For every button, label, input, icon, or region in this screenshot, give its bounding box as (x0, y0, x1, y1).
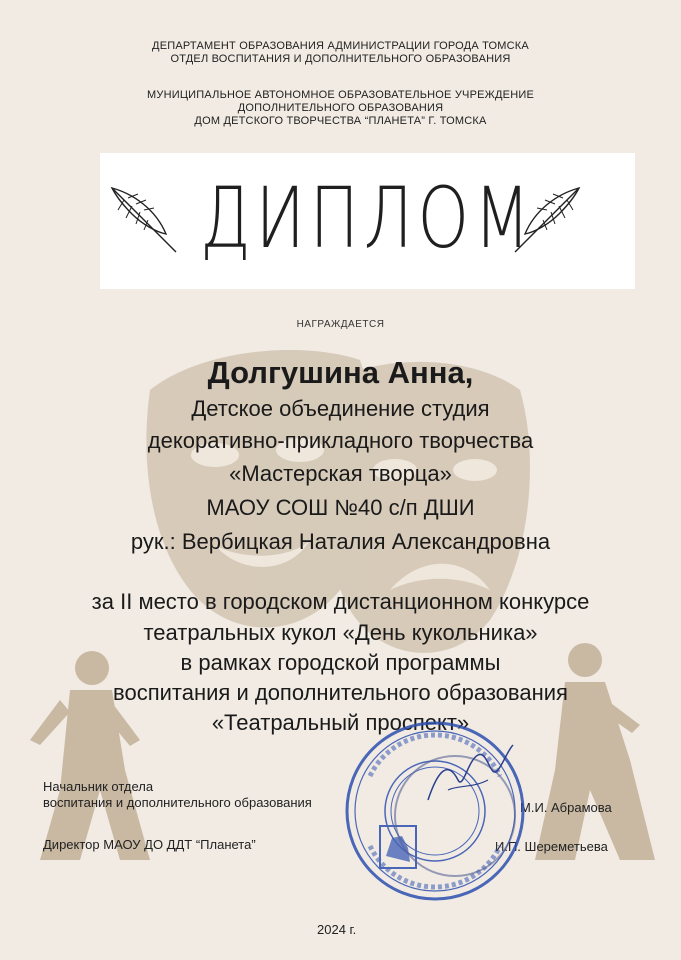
awarded-label: НАГРАЖДАЕТСЯ (296, 319, 385, 330)
recipient-detail: декоративно-прикладного творчества (147, 428, 534, 453)
signatory-title-2: Директор МАОУ ДО ДДТ “Планета” (43, 837, 256, 852)
signatory-name-2: И.П. Шереметьева (495, 839, 608, 854)
award-reason: за II место в городском дистанционном конкурсе (91, 589, 590, 614)
recipient-detail: Детское объединение студия (191, 396, 490, 421)
feather-icon (507, 180, 587, 260)
recipient-detail: МАОУ СОШ №40 с/п ДШИ (206, 495, 475, 520)
award-reason: в рамках городской программы (180, 650, 501, 675)
award-reason: воспитания и дополнительного образования (113, 680, 568, 705)
header-department (0, 40, 681, 66)
diploma-title: ДИПЛОМ (199, 169, 536, 267)
recipient-supervisor: рук.: Вербицкая Наталия Александровна (130, 529, 551, 554)
header-line: МУНИЦИПАЛЬНОЕ АВТОНОМНОЕ ОБРАЗОВАТЕЛЬНОЕ УЧРЕЖДЕНИЕ (147, 89, 534, 101)
signatory-title-1 (43, 779, 312, 811)
recipient-name: Долгушина Анна, (207, 355, 474, 390)
signatory-title-line: воспитания и дополнительного образования (43, 795, 312, 810)
handwritten-signature-icon (418, 740, 518, 810)
award-reason: театральных кукол «День кукольника» (143, 620, 538, 645)
award-reason: «Театральный проспект» (211, 710, 470, 735)
issue-year: 2024 г. (317, 922, 357, 937)
signatory-name-1: М.И. Абрамова (520, 800, 612, 815)
header-institution (0, 89, 681, 128)
recipient-detail: «Мастерская творца» (229, 461, 452, 486)
header-line: ДОМ ДЕТСКОГО ТВОРЧЕСТВА “ПЛАНЕТА” Г. ТОМСКА (194, 115, 487, 127)
header-line: ДЕПАРТАМЕНТ ОБРАЗОВАНИЯ АДМИНИСТРАЦИИ ГОРОДА ТОМСКА (152, 40, 529, 52)
header-line: ДОПОЛНИТЕЛЬНОГО ОБРАЗОВАНИЯ (237, 102, 444, 114)
header-line: ОТДЕЛ ВОСПИТАНИЯ И ДОПОЛНИТЕЛЬНОГО ОБРАЗОВАНИЯ (170, 53, 511, 65)
signatory-title-line: Начальник отдела (43, 779, 154, 794)
